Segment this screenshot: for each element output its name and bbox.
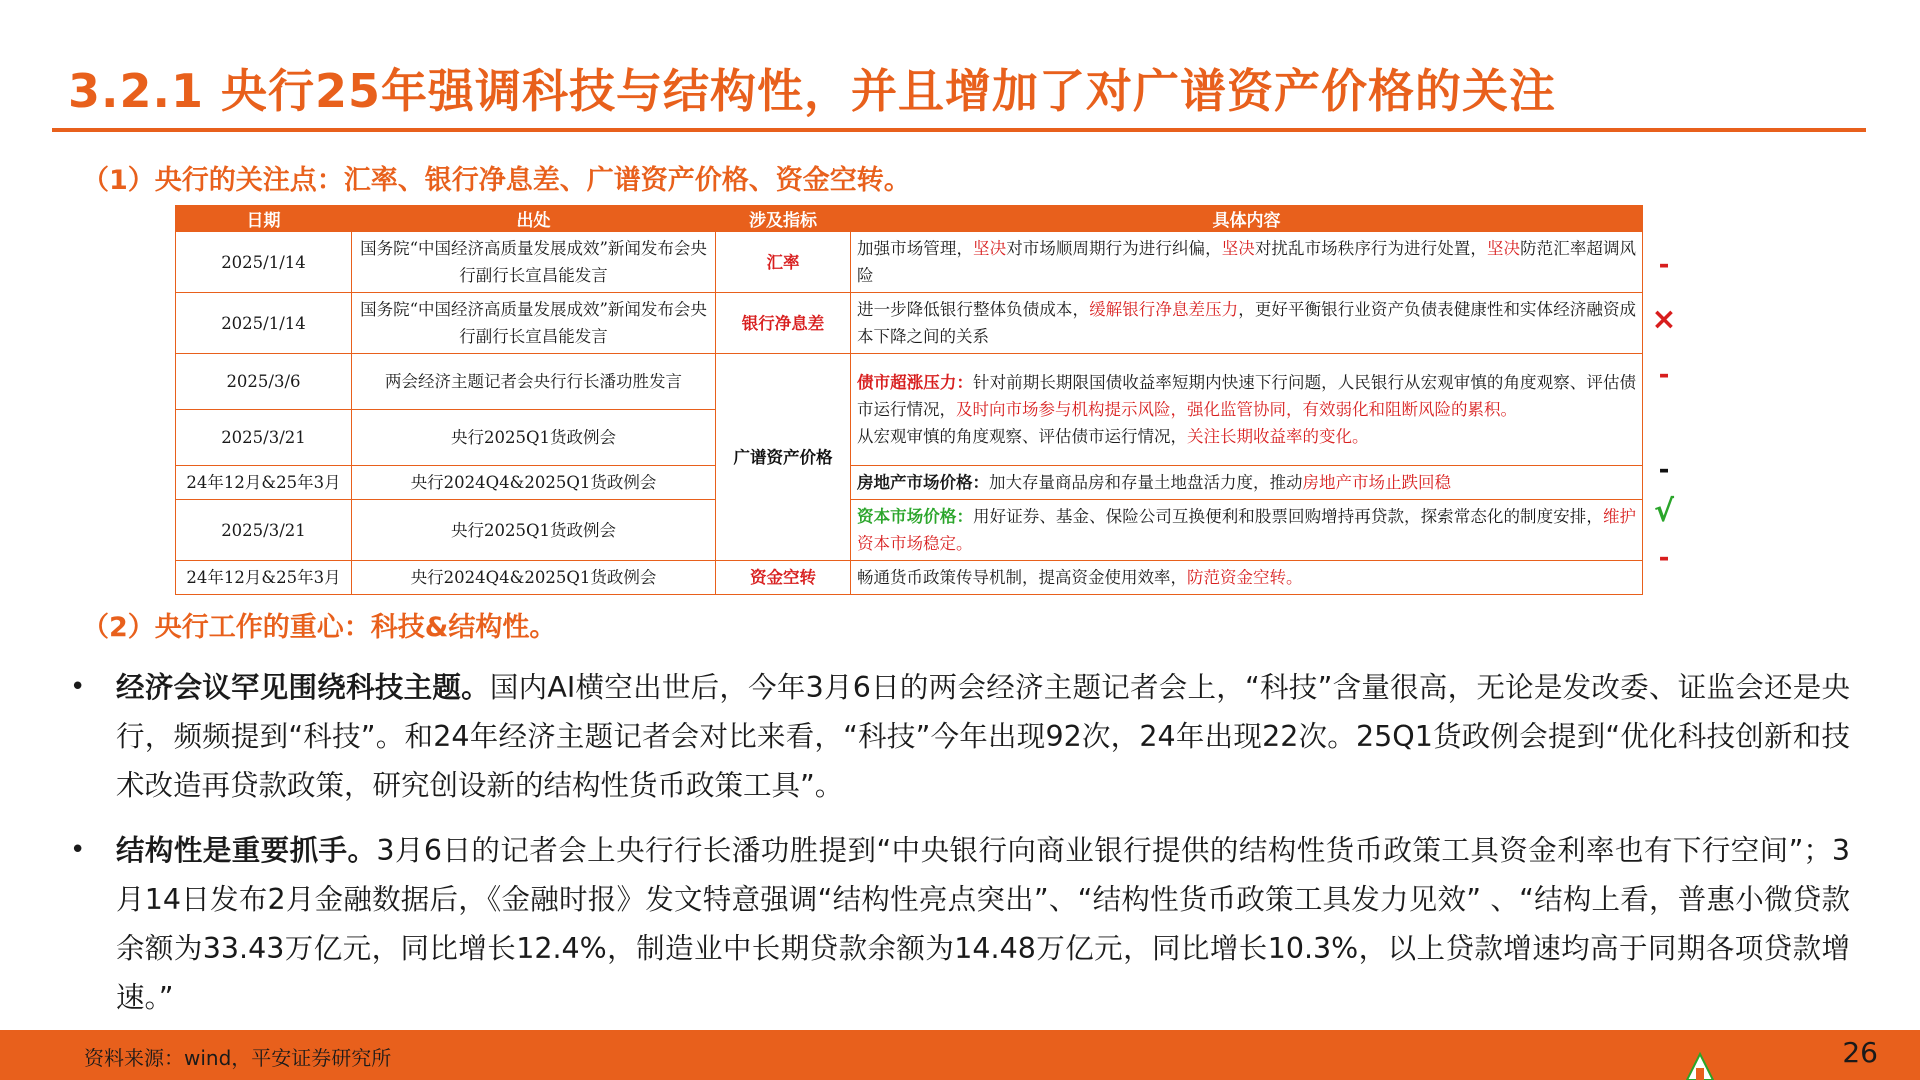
bullet-item <box>70 826 1850 1022</box>
cell-date: 2025/3/6 <box>176 354 352 410</box>
check-mark: √ <box>1653 494 1674 529</box>
page-title: 3.2.1 央行25年强调科技与结构性，并且增加了对广谱资产价格的关注 <box>68 64 1556 118</box>
section-heading-1: （1）央行的关注点：汇率、银行净息差、广谱资产价格、资金空转。 <box>82 165 911 196</box>
cell-content <box>851 354 1643 466</box>
header-source: 出处 <box>352 206 716 232</box>
content-segment: 坚决 <box>1221 239 1255 258</box>
content-segment: 坚决 <box>1486 239 1521 258</box>
cross-mark: × <box>1651 302 1677 337</box>
cell-source: 央行2024Q4&2025Q1货政例会 <box>352 561 716 595</box>
content-segment: 进一步降低银行整体负债成本， <box>857 300 1090 319</box>
content-segment: 房地产市场止跌回稳 <box>1302 473 1451 492</box>
content-segment: 缓解银行净息差压力 <box>1089 300 1239 319</box>
cell-indicator: 汇率 <box>716 232 851 293</box>
bullet-dot: • <box>70 835 86 865</box>
cell-source: 央行2025Q1货政例会 <box>352 410 716 466</box>
title-divider <box>52 128 1866 132</box>
bullet-text <box>116 663 1850 810</box>
bullet-body: 国内AI横空出世后，今年3月6日的两会经济主题记者会上，“科技”含量很高，无论是发改委、证监会还是央行，频频提到“科技”。和24年经济主题记者会对比来看，“科技”今年出现92次，24年出现22次。25Q1货政例会提到“优化科技创新和技术改造再贷款政策，研究创设新的结构性货币政策工具”。 <box>116 671 1850 802</box>
cell-content <box>851 561 1643 595</box>
cell-date: 24年12月&25年3月 <box>176 466 352 500</box>
content-segment: 对市场顺周期行为进行纠偏， <box>1006 239 1222 258</box>
table-row <box>176 466 1643 500</box>
bullet-item <box>70 663 1850 810</box>
cell-source: 央行2025Q1货政例会 <box>352 500 716 561</box>
table-row <box>176 354 1643 410</box>
bullet-dot: • <box>70 672 86 702</box>
footer-bar <box>0 1030 1920 1080</box>
content-segment: 资本市场价格： <box>857 507 974 526</box>
page-number: 26 <box>1842 1036 1878 1069</box>
content-segment: 从宏观审慎的角度观察、评估债市运行情况， <box>857 427 1187 446</box>
content-segment: ，更好平衡银行业资产负债表健康性和实体经济融资成本下降之间的关系 <box>857 300 1637 346</box>
cell-content <box>851 500 1643 561</box>
content-segment: 维护资本市场稳定。 <box>857 507 1637 553</box>
table-row <box>176 561 1643 595</box>
footer-source: 资料来源：wind，平安证券研究所 <box>84 1046 392 1070</box>
bullet-lead: 经济会议罕见围绕科技主题。 <box>116 671 490 704</box>
content-segment: 债市超涨压力： <box>857 373 974 392</box>
content-segment: 畅通货币政策传导机制，提高资金使用效率， <box>857 568 1187 587</box>
content-segment: 及时向市场参与机构提示风险，强化监管协同，有效弱化和阻断风险的累积。 <box>956 400 1517 419</box>
content-segment: 防范资金空转。 <box>1187 568 1303 587</box>
dash-mark: - <box>1658 455 1670 485</box>
cell-date: 2025/1/14 <box>176 232 352 293</box>
table-row <box>176 232 1643 293</box>
content-part <box>857 423 1636 450</box>
cell-content <box>851 293 1643 354</box>
header-date: 日期 <box>176 206 352 232</box>
content-segment: 防范汇率超调风险 <box>857 239 1637 285</box>
content-segment: 关注长期收益率的变化。 <box>1187 427 1369 446</box>
cell-date: 2025/3/21 <box>176 410 352 466</box>
dash-mark: - <box>1658 543 1670 573</box>
content-segment: 用好证券、基金、保险公司互换便利和股票回购增持再贷款，探索常态化的制度安排， <box>973 507 1603 526</box>
policy-table <box>175 205 1643 595</box>
content-segment: 坚决 <box>973 239 1007 258</box>
cell-source: 国务院“中国经济高质量发展成效”新闻发布会央行副行长宣昌能发言 <box>352 232 716 293</box>
content-segment: 加强市场管理， <box>857 239 974 258</box>
header-indicator: 涉及指标 <box>716 206 851 232</box>
header-content: 具体内容 <box>851 206 1643 232</box>
cell-date: 24年12月&25年3月 <box>176 561 352 595</box>
cell-content <box>851 466 1643 500</box>
dash-mark: - <box>1658 360 1670 390</box>
cell-source: 两会经济主题记者会央行行长潘功胜发言 <box>352 354 716 410</box>
cell-source: 央行2024Q4&2025Q1货政例会 <box>352 466 716 500</box>
cell-indicator: 银行净息差 <box>716 293 851 354</box>
cell-date: 2025/3/21 <box>176 500 352 561</box>
content-part <box>857 369 1636 423</box>
section-heading-2: （2）央行工作的重心：科技&结构性。 <box>82 612 557 643</box>
cell-source: 国务院“中国经济高质量发展成效”新闻发布会央行副行长宣昌能发言 <box>352 293 716 354</box>
content-segment: 房地产市场价格： <box>857 473 989 492</box>
logo-icon <box>1686 1052 1714 1080</box>
cell-indicator-merged: 广谱资产价格 <box>716 354 851 561</box>
table-row <box>176 293 1643 354</box>
cell-date: 2025/1/14 <box>176 293 352 354</box>
table-row <box>176 500 1643 561</box>
bullet-text <box>116 826 1850 1022</box>
dash-mark: - <box>1658 250 1670 280</box>
content-segment: 对扰乱市场秩序行为进行处置， <box>1254 239 1487 258</box>
cell-content <box>851 232 1643 293</box>
content-segment: 针对前期长期限国债收益率短期内快速下行问题，人民银行从宏观审慎的角度观察、评估债市运行情况， <box>857 373 1637 419</box>
bullet-body: 3月6日的记者会上央行行长潘功胜提到“中央银行向商业银行提供的结构性货币政策工具资金利率也有下行空间”；3月14日发布2月金融数据后，《金融时报》发文特意强调“结构性亮点突出”、“结构性货币政策工具发力见效” 、“结构上看，普惠小微贷款余额为33.43万亿元，同比增长12.4%，制造业中长期贷款余额为14.48万亿元，同比增长10.3%，以上贷款增速均高于同期各项贷款增速。” <box>116 834 1850 1014</box>
cell-indicator: 资金空转 <box>716 561 851 595</box>
content-segment: 加大存量商品房和存量土地盘活力度，推动 <box>989 473 1303 492</box>
bullet-lead: 结构性是重要抓手。 <box>116 834 377 867</box>
table-header-row <box>176 206 1643 232</box>
